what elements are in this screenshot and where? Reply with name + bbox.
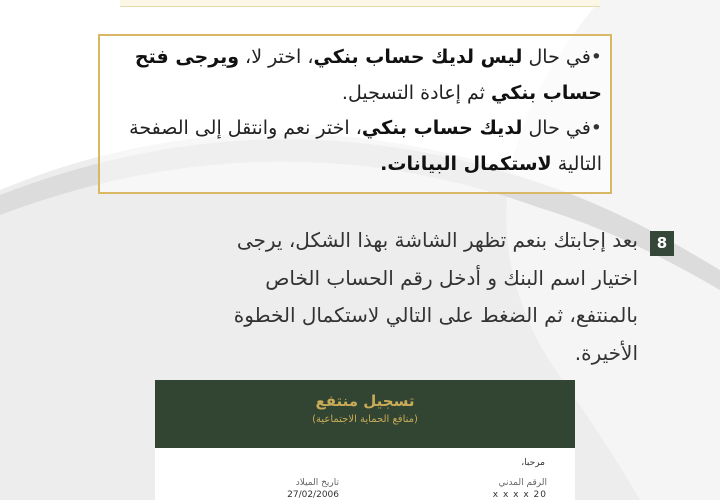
greeting-text: مرحبا،: [521, 458, 545, 468]
note-line-4: التالية لاستكمال البيانات.: [380, 152, 602, 175]
birth-date-label: تاريخ الميلاد: [295, 478, 339, 488]
civil-id-label: الرقم المدني: [498, 478, 547, 488]
previous-section-strip: [120, 0, 600, 7]
bullet-icon: •: [590, 46, 602, 68]
birth-date-value: 27/02/2006: [287, 490, 339, 500]
step-line: الأخيرة.: [574, 340, 638, 365]
step-number-badge: 8: [650, 231, 674, 256]
step-line: بالمنتفع، ثم الضغط على التالي لاستكمال الخطوة: [233, 303, 638, 327]
bank-account-note-box: [98, 34, 612, 194]
registration-screenshot: [155, 380, 575, 500]
step-line: اختيار اسم البنك و أدخل رقم الحساب الخاص: [265, 265, 638, 290]
screenshot-subtitle: (منافع الحماية الاجتماعية): [312, 414, 418, 425]
bullet-icon: •: [590, 117, 602, 139]
note-line-2: حساب بنكي ثم إعادة التسجيل.: [341, 81, 602, 104]
note-line-3: •في حال لديك حساب بنكي، اختر نعم وانتقل إلى الصفحة: [129, 117, 602, 139]
civil-id-value: 20 x x x x: [492, 490, 547, 500]
screenshot-title: تسجيل منتفع: [315, 392, 415, 410]
screenshot-body: [155, 448, 575, 500]
note-line-1: •في حال ليس لديك حساب بنكي، اختر لا، ويرجى فتح: [134, 46, 602, 68]
step-line: بعد إجابتك بنعم تظهر الشاشة بهذا الشكل، يرجى: [236, 228, 638, 252]
screenshot-header: [155, 380, 575, 448]
step-instructions: [118, 222, 638, 372]
